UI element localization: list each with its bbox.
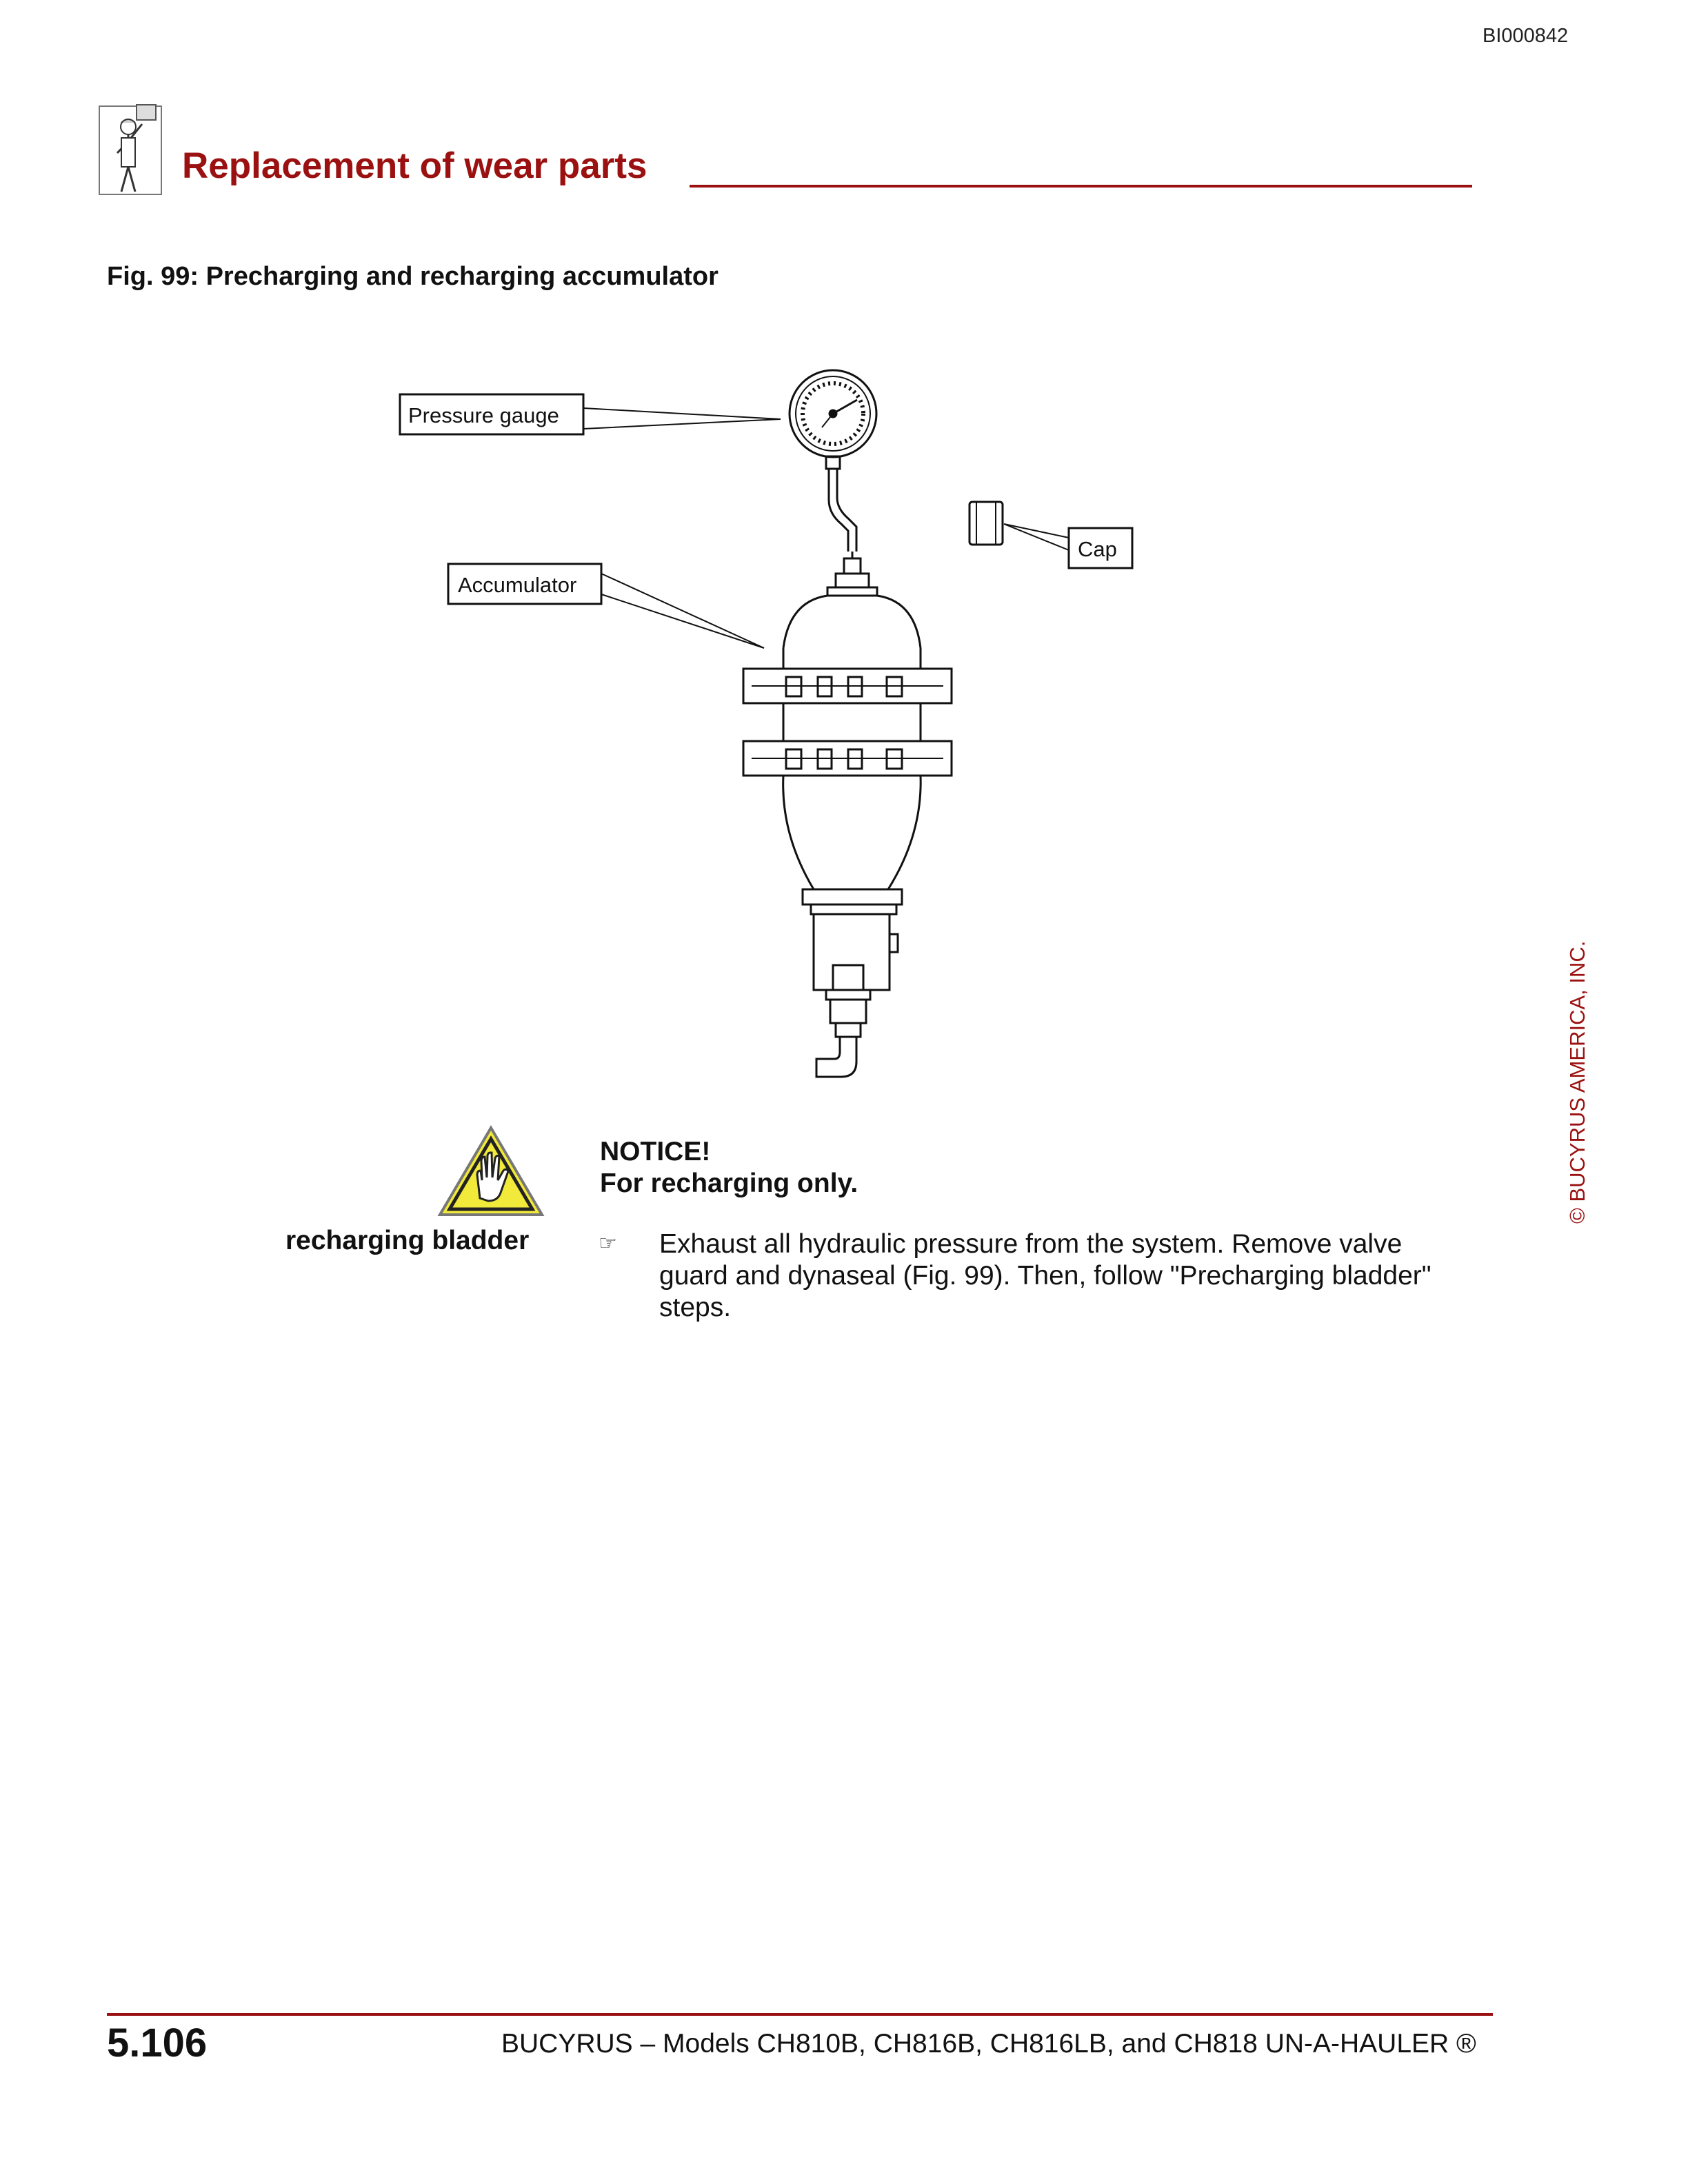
- section-title: Replacement of wear parts: [182, 145, 647, 186]
- callout-pressure-gauge: [400, 394, 781, 434]
- footer-rule: [107, 2013, 1493, 2016]
- side-label: recharging bladder: [285, 1226, 530, 1255]
- callout-accumulator: [448, 564, 764, 648]
- page-number: 5.106: [107, 2021, 208, 2065]
- svg-text:Pressure gauge: Pressure gauge: [408, 403, 559, 427]
- warning-hand-icon: [436, 1124, 546, 1220]
- copyright-notice: © BUCYRUS AMERICA, INC.: [1565, 940, 1589, 1224]
- accumulator-dome-bottom: [783, 776, 921, 889]
- callout-cap: [1004, 524, 1132, 568]
- pointing-hand-icon: ☞: [599, 1232, 617, 1255]
- footer-text: BUCYRUS – Models CH810B, CH816B, CH816LB, and CH818 UN-A-HAULER ®: [501, 2029, 1476, 2059]
- accumulator-dome-top: [783, 596, 921, 648]
- cap-drawing: [969, 502, 1003, 545]
- notice-heading: NOTICE!: [600, 1137, 711, 1166]
- pressure-gauge-drawing: [790, 370, 876, 469]
- svg-text:Accumulator: Accumulator: [458, 573, 577, 597]
- title-underline: [690, 185, 1472, 188]
- instruction-text: Exhaust all hydraulic pressure from the system. Remove valve guard and dynaseal (Fig. 99). Then, follow "Precharging bladder" steps.: [659, 1229, 1431, 1322]
- document-id: BI000842: [1483, 25, 1569, 47]
- worker-with-sign-icon: [97, 103, 165, 200]
- accumulator-figure: [386, 352, 1179, 1110]
- notice-subheading: For recharging only.: [600, 1169, 858, 1198]
- svg-text:Cap: Cap: [1078, 537, 1117, 561]
- figure-caption: Fig. 99: Precharging and recharging accumulator: [107, 262, 719, 291]
